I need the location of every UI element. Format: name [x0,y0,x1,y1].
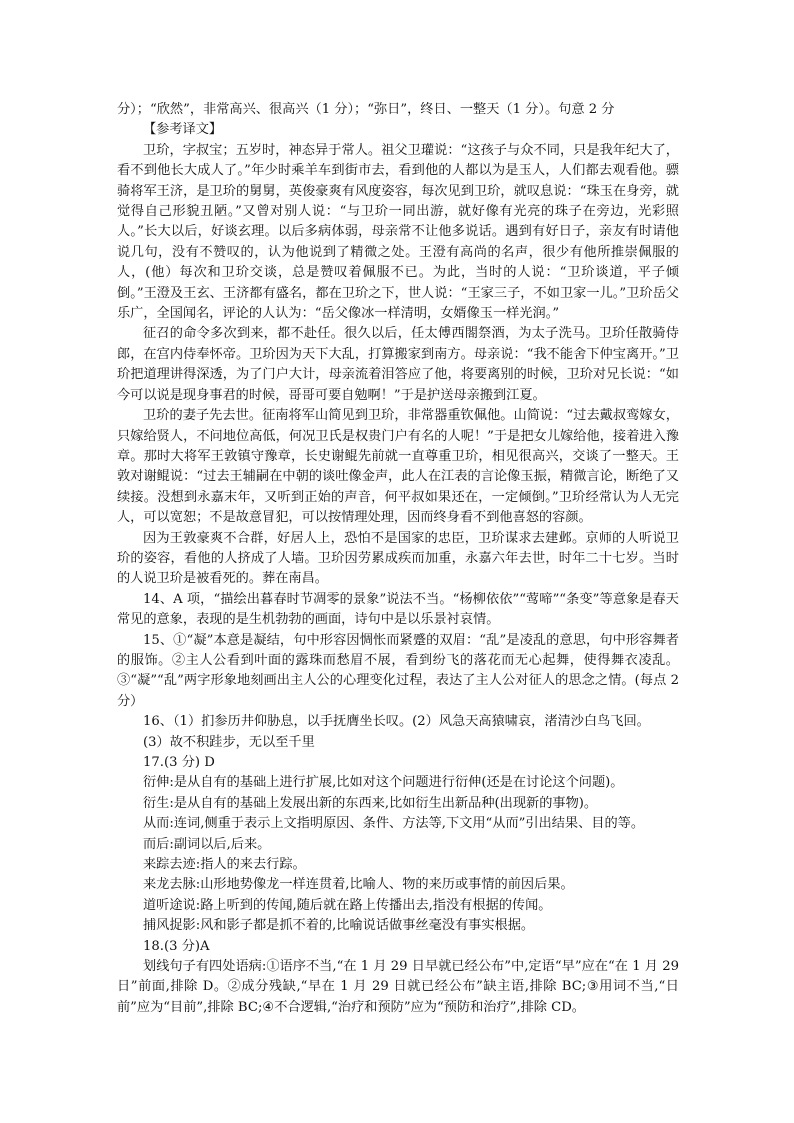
answer-17-heading: 17.(3 分) D [143,755,215,770]
answer-17-explanation: 从而:连词,侧重于表示上文指明原因、条件、方法等,下文用“从而”引出结果、目的等。 [143,816,645,832]
answer-16-line-1: 16、（1）扪参历井仰胁息，以手抚膺坐长叹。(2）风急天高猿啸哀，渚清沙白鸟飞回。 [143,714,650,730]
previous-answer-tail: 分）；“欣然”，非常高兴、很高兴（1 分）；“弥日”，终日、一整天（1 分）。句意 2 分 [117,102,615,117]
reference-translation-heading: 【参考译文】 [143,122,223,138]
answer-17-explanation: 道听途说:路上听到的传闻,随后就在路上传播出去,指没有根据的传闻。 [143,897,552,913]
answer-17-explanation: 衍生:是从自有的基础上发展出新的东西来,比如衍生出新品种(出现新的事物)。 [143,795,598,811]
translation-paragraph: 征召的命令多次到来，都不赴任。很久以后，任太傅西閤祭酒，为太子洗马。卫玠任散骑侍郎，在宫内侍奉怀帝。卫玠因为天下大乱，打算搬家到南方。母亲说：“我不能舍下仲宝离开。”卫玠把道理讲得深透，为了门户大计，母亲流着泪答应了他，将要离别的时候，卫玠对兄长说：“如今可以说是现身事君的时候，哥哥可要自勉啊！”于是护送母亲搬到江夏。 [117,326,679,403]
translation-paragraph: 卫玠，字叔宝；五岁时，神态异于常人。祖父卫瓘说：“这孩子与众不同，只是我年纪大了，看不到他长大成人了。”年少时乘羊车到街市去，看到他的人都以为是玉人，人们都去观看他。骠骑将军王济，是卫玠的舅舅，英俊豪爽有风度姿容，每次见到卫玠，就叹息说：“珠玉在身旁，就觉得自己形貌丑陋。”又曾对别人说：“与卫玠一同出游，就好像有光亮的珠子在旁边，光彩照人。”长大以后，好谈玄理。以后多病体弱，母亲常不让他多说话。遇到有好日子，亲友有时请他说几句，没有不赞叹的，认为他说到了精微之处。王澄有高尚的名声，很少有他所推崇佩服的人，(他）每次和卫玠交谈，总是赞叹着佩服不已。为此，当时的人说：“卫玠谈道，平子倾倒。”王澄及王玄、王济都有盛名，都在卫玠之下，世人说：“王家三子，不如卫家一儿。”卫玠岳父乐广，全国闻名，评论的人认为：“岳父像冰一样清明，女婿像玉一样光润。” [117,142,679,322]
translation-paragraph: 因为王敦豪爽不合群，好居人上，恐怕不是国家的忠臣，卫玠谋求去建邺。京师的人听说卫玠的姿容，看他的人挤成了人墙。卫玠因劳累成疾而加重，永嘉六年去世，时年二十七岁。当时的人说卫玠是被看死的。葬在南昌。 [117,530,679,587]
answer-17-explanation: 来龙去脉:山形地势像龙一样连贯着,比喻人、物的来历或事情的前因后果。 [143,877,574,893]
translation-paragraph: 卫玠的妻子先去世。征南将军山简见到卫玠，非常器重钦佩他。山简说：“过去戴叔鸾嫁女，只嫁给贤人，不问地位高低，何况卫氏是权贵门户有名的人呢！”于是把女儿嫁给他，接着进入豫章。那时大将军王敦镇守豫章，长史谢鲲先前就一直尊重卫玠，相见很高兴，交谈了一整天。王敦对谢鲲说：“过去王辅嗣在中朝的谈吐像金声，此人在江表的言论像玉振，精微言论，断绝了又续接。没想到永嘉末年，又听到正始的声音，何平叔如果还在，一定倾倒。”卫玠经常认为人无完人，可以宽恕；不是故意冒犯，可以按情理处理，因而终身看不到他喜怒的容颜。 [117,408,679,526]
answer-17-explanation: 捕风捉影:风和影子都是抓不着的,比喻说话做事丝毫没有事实根据。 [143,918,535,934]
answer-15: 15、①“凝”本意是凝结，句中形容因惆怅而紧蹙的双眉：“乱”是凌乱的意思，句中形容舞者的服饰。②主人公看到叶面的露珠而愁眉不展，看到纷飞的落花而无心起舞，使得舞衣凌乱。③“凝”“乱”两字形象地刻画出主人公的心理变化过程，表达了主人公对征人的思念之情。(每点 2 分） [117,632,679,709]
answer-18-explanation: 划线句子有四处语病:①语序不当,“在 1 月 29 日早就已经公布”中,定语“早”应在“在 1 月 29 日”前面,排除 D。②成分残缺,“早在 1 月 29 日就已经公布”缺主语,排除 BC;③用词不当,“日前”应为“目前”,排除 BC;④不合逻辑,“治疗和预防”应为“预防和治疗”,排除 CD。 [117,959,679,1015]
answer-18-heading: 18.(3 分)A [143,938,210,954]
answer-16-line-2: (3）故不积跬步，无以至千里 [143,734,315,750]
answer-17-explanation: 而后:副词以后,后来。 [143,836,271,852]
answer-17-explanation: 衍伸:是从自有的基础上进行扩展,比如对这个问题进行衍伸(还是在讨论这个问题)。 [143,775,624,791]
answer-14: 14、A 项，“描绘出暮春时节凋零的景象”说法不当。“杨柳依依”“莺啼”“条变”等意象是春天常见的意象，表现的是生机勃勃的画面，诗句中是以乐景衬哀情。 [117,591,679,628]
answer-17-explanation: 来踪去迹:指人的来去行踪。 [143,857,306,873]
document-body [117,100,679,1018]
